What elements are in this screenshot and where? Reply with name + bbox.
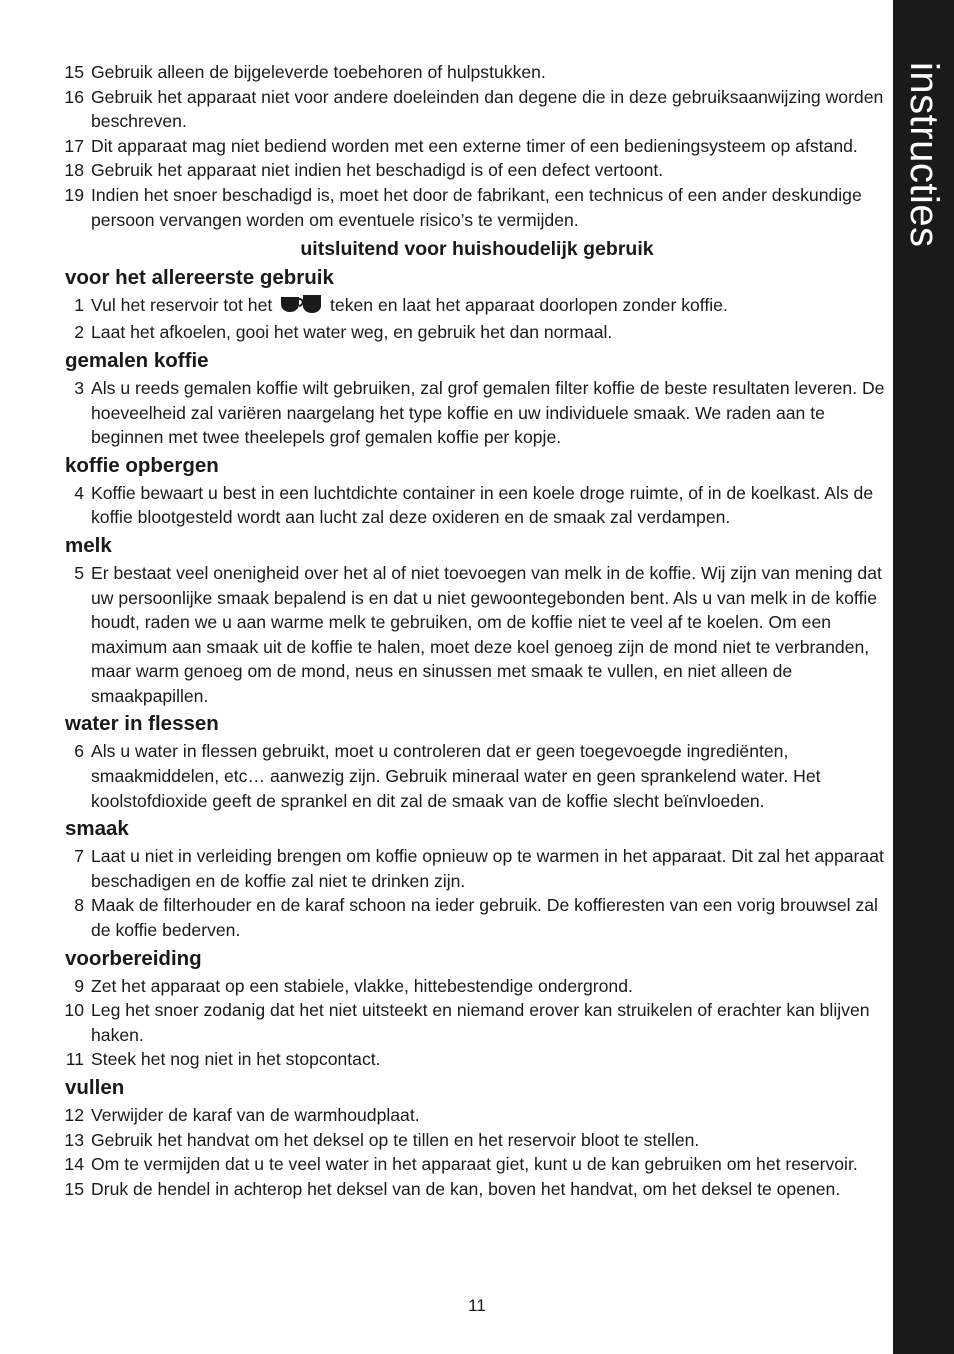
item-text-before: Vul het reservoir tot het: [91, 294, 278, 315]
item-number: 4: [74, 482, 84, 503]
item-number: 9: [74, 975, 84, 996]
item-text: Gebruik het apparaat niet indien het beschadigd is of een defect vertoont.: [91, 160, 664, 181]
section-ground-coffee: [64, 348, 890, 450]
item-text: Dit apparaat mag niet bediend worden met een externe timer of een bedieningsysteem op afstand.: [91, 135, 858, 156]
item-number: 2: [74, 322, 84, 343]
list-item: [64, 293, 890, 321]
section-bottled-water: [64, 711, 890, 813]
item-text: Maak de filterhouder en de karaf schoon na ieder gebruik. De koffieresten van een vorig brouwsel zal de koffie bederven.: [91, 895, 878, 941]
section-first-use: [64, 265, 890, 345]
item-text: Er bestaat veel onenigheid over het al of niet toevoegen van melk in de koffie. Wij zijn van mening dat uw persoonlijke smaak bepalend is en dat u niet gewoontegebonden bent. Als u van melk in de koffie houdt, raden we u aan warme melk te gebruiken, om de koffie niet te veel af te koelen. Om een maximum aan smaak uit de koffie te halen, moet deze koel genoeg zijn de mond niet te verbranden, maar warm genoeg om de mond, neus en sinussen met smaak te vullen, en niet alleen de smaakpapillen.: [91, 562, 882, 706]
item-text: Laat het afkoelen, gooi het water weg, en gebruik het dan normaal.: [91, 322, 613, 343]
list-item: [64, 561, 890, 709]
section-milk: [64, 533, 890, 709]
item-text: Leg het snoer zodanig dat het niet uitsteekt en niemand erover kan struikelen of erachter kan blijven haken.: [91, 1000, 870, 1045]
list-item: [64, 85, 890, 134]
section-heading: smaak: [65, 817, 129, 841]
list-item: [64, 183, 890, 232]
side-tab: [893, 0, 954, 1354]
list-item: [64, 1128, 890, 1153]
section-heading: vullen: [65, 1076, 125, 1099]
section-filling: [64, 1075, 890, 1201]
list-item: [64, 844, 890, 893]
list-item: [64, 1152, 890, 1177]
item-text: Druk de hendel in achterop het deksel van de kan, boven het handvat, om het deksel te openen.: [91, 1178, 841, 1199]
item-text-after: teken en laat het apparaat doorlopen zonder koffie.: [325, 294, 728, 315]
list-item: [64, 974, 890, 999]
item-number: 14: [64, 1154, 84, 1175]
item-number: 19: [64, 184, 84, 205]
list-item: [64, 134, 890, 159]
item-text: Als u water in flessen gebruikt, moet u controleren dat er geen toegevoegde ingrediënten, smaakmiddelen, etc… aanwezig zijn. Gebruik mineraal water en geen sprankelend water. Het koolstofdioxide geeft de sprankel en dit zal de smaak van de koffie slecht beïnvloeden.: [91, 741, 821, 811]
item-number: 1: [74, 294, 84, 315]
intro-list: [64, 60, 890, 232]
page-number: 11: [468, 1296, 486, 1315]
list-item: [64, 376, 890, 450]
item-number: 3: [74, 377, 84, 398]
section-coffee-storage: [64, 453, 890, 530]
household-notice: uitsluitend voor huishoudelijk gebruik: [300, 238, 654, 261]
item-number: 5: [74, 562, 84, 583]
section-heading: melk: [65, 533, 112, 557]
item-number: 6: [74, 741, 84, 762]
list-item: [64, 998, 890, 1047]
item-text: Gebruik het handvat om het deksel op te tillen en het reservoir bloot te stellen.: [91, 1129, 700, 1150]
section-heading: voor het allereerste gebruik: [65, 265, 334, 289]
item-text: Steek het nog niet in het stopcontact.: [91, 1049, 381, 1070]
side-tab-label: instructies: [902, 62, 946, 248]
item-number: 8: [74, 895, 84, 916]
item-number: 15: [64, 1178, 84, 1199]
item-number: 15: [64, 62, 84, 82]
section-heading: water in flessen: [65, 712, 219, 736]
list-item: [64, 320, 890, 345]
item-number: 18: [64, 160, 84, 181]
section-preparation: [64, 946, 890, 1072]
item-number: 10: [64, 1000, 84, 1021]
section-heading: voorbereiding: [65, 946, 202, 970]
item-text: Gebruik alleen de bijgeleverde toebehoren of hulpstukken.: [91, 62, 546, 82]
list-item: [64, 739, 890, 813]
list-item: [64, 60, 890, 85]
item-number: 16: [64, 86, 84, 107]
list-item: [64, 1047, 890, 1072]
item-number: 17: [64, 135, 84, 156]
list-item: [64, 158, 890, 183]
cup-icon: [279, 294, 323, 321]
item-number: 7: [74, 846, 84, 867]
section-heading: gemalen koffie: [65, 348, 209, 372]
document-body: [64, 60, 890, 1201]
item-text: Koffie bewaart u best in een luchtdichte container in een koele droge ruimte, of in de koelkast. Als de koffie blootgesteld wordt aan lucht zal deze oxideren en de smaak zal verdampen.: [91, 482, 874, 528]
item-text: Als u reeds gemalen koffie wilt gebruiken, zal grof gemalen filter koffie de beste resultaten leveren. De hoeveelheid zal variëren naargelang het type koffie en uw individuele smaak. We raden aan te beginnen met twee theelepels grof gemalen koffie per kopje.: [91, 377, 885, 448]
item-text: Zet het apparaat op een stabiele, vlakke, hittebestendige ondergrond.: [91, 975, 633, 996]
item-number: 13: [64, 1129, 84, 1150]
section-taste: [64, 816, 890, 942]
item-text: Gebruik het apparaat niet voor andere doeleinden dan degene die in deze gebruiksaanwijzing worden beschreven.: [91, 86, 884, 132]
item-number: 12: [64, 1105, 84, 1125]
section-heading: koffie opbergen: [65, 453, 219, 477]
item-text: Om te vermijden dat u te veel water in het apparaat giet, kunt u de kan gebruiken om het reservoir.: [91, 1154, 858, 1175]
item-text: Indien het snoer beschadigd is, moet het door de fabrikant, een technicus of een ander deskundige persoon vervangen worden om eventuele risico’s te vermijden.: [91, 184, 862, 230]
list-item: [64, 481, 890, 530]
list-item: [64, 893, 890, 942]
list-item: [64, 1177, 890, 1202]
item-text: Laat u niet in verleiding brengen om koffie opnieuw op te warmen in het apparaat. Dit zal het apparaat beschadigen en de koffie zal niet te drinken zijn.: [91, 846, 884, 891]
list-item: [64, 1103, 890, 1128]
item-number: 11: [65, 1049, 84, 1070]
item-text: Verwijder de karaf van de warmhoudplaat.: [91, 1105, 420, 1125]
